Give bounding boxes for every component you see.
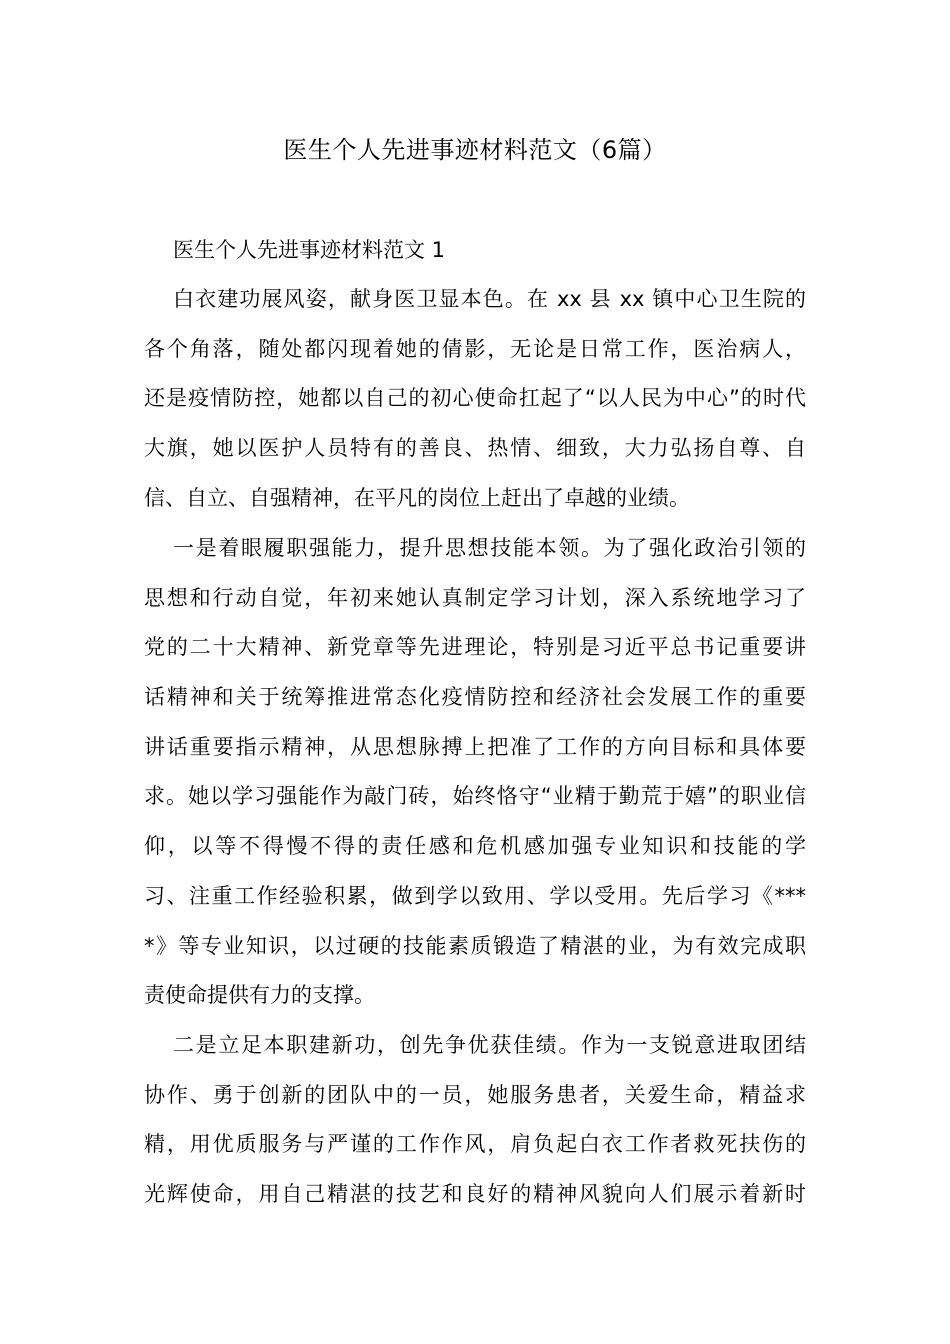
paragraph-1 — [144, 275, 806, 523]
paragraph-line: *》等专业知识，以过硬的技能素质锻造了精湛的业，为有效完成职 — [144, 933, 806, 958]
paragraph-line: 习、注重工作经验积累，做到学以致用、学以受用。先后学习《*** — [144, 883, 806, 908]
paragraph-3 — [144, 1021, 806, 1220]
paragraph-line: 协作、勇于创新的团队中的一员，她服务患者，关爱生命，精益求 — [144, 1082, 806, 1107]
paragraph-line: 还是疫情防控，她都以自己的初心使命扛起了“以人民为中心”的时代 — [144, 386, 806, 411]
paragraph-line: 话精神和关于统筹推进常态化疫情防控和经济社会发展工作的重要 — [144, 685, 806, 710]
paragraph-2 — [144, 524, 806, 1021]
paragraph-line: 二是立足本职建新功，创先争优获佳绩。作为一支锐意进取团结 — [173, 1033, 806, 1057]
paragraph-line: 求。她以学习强能作为敲门砖，始终恪守“业精于勤荒于嬉”的职业信 — [144, 784, 806, 809]
paragraph-line: 白衣建功展风姿，献身医卫显本色。在 xx 县 xx 镇中心卫生院的 — [173, 287, 806, 311]
paragraph-line: 讲话重要指示精神，从思想脉搏上把准了工作的方向目标和具体要 — [144, 734, 806, 759]
document-title: 医生个人先进事迹材料范文（6篇） — [283, 136, 667, 164]
paragraph-line: 精，用优质服务与严谨的工作作风，肩负起白衣工作者救死扶伤的 — [144, 1132, 806, 1157]
section-heading: 医生个人先进事迹材料范文 1 — [173, 238, 446, 262]
paragraph-line: 责使命提供有力的支撑。 — [144, 983, 375, 1008]
paragraph-line: 仰，以等不得慢不得的责任感和危机感加强专业知识和技能的学 — [144, 834, 806, 859]
paragraph-line: 信、自立、自强精神，在平凡的岗位上赶出了卓越的业绩。 — [144, 485, 690, 510]
paragraph-line: 一是着眼履职强能力，提升思想技能本领。为了强化政治引领的 — [173, 536, 806, 560]
paragraph-line: 大旗，她以医护人员特有的善良、热情、细致，大力弘扬自尊、自 — [144, 436, 806, 461]
paragraph-line: 思想和行动自觉，年初来她认真制定学习计划，深入系统地学习了 — [144, 585, 806, 610]
paragraph-line: 党的二十大精神、新党章等先进理论，特别是习近平总书记重要讲 — [144, 635, 806, 660]
paragraph-line: 光辉使命，用自己精湛的技艺和良好的精神风貌向人们展示着新时 — [144, 1182, 806, 1207]
paragraph-line: 各个角落，随处都闪现着她的倩影，无论是日常工作，医治病人， — [144, 336, 806, 361]
